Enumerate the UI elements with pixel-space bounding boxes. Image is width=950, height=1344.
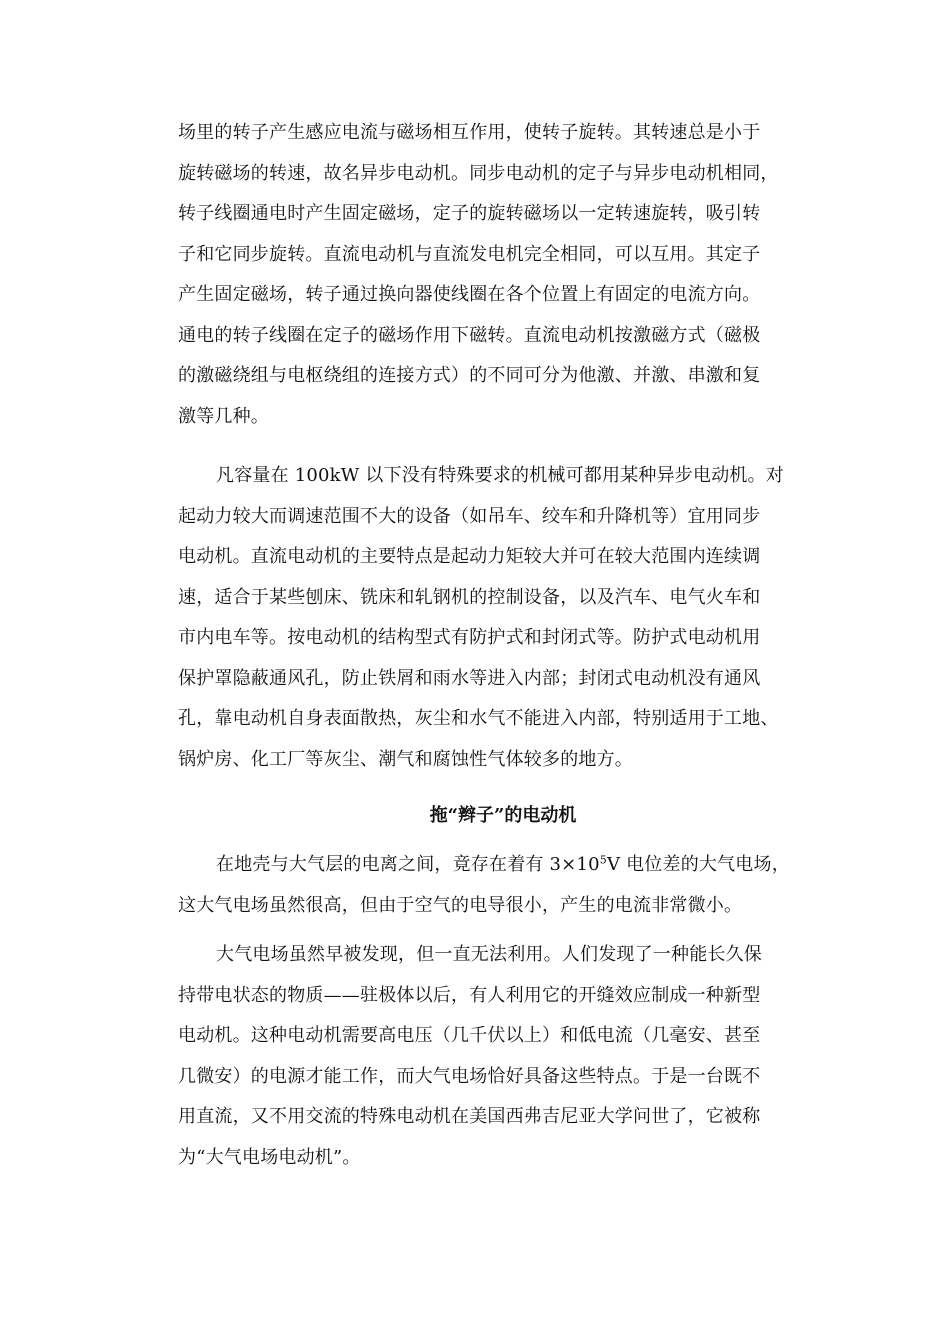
text-line: 大气电场虽然早被发现，但一直无法利用。人们发现了一种能长久保 (216, 944, 762, 965)
paragraph-motor-applications (178, 456, 828, 780)
text-fragment: 在地壳与大气层的电离之间，竟存在着有 3×10 (216, 854, 600, 875)
text-line: 通电的转子线圈在定子的磁场作用下磁转。直流电动机按激磁方式（磁极 (178, 324, 761, 346)
text-line: 孔，靠电动机自身表面散热，灰尘和水气不能进入内部，特别适用于工地、 (178, 708, 779, 729)
text-line: 几微安）的电源才能工作，而大气电场恰好具备这些特点。于是一台既不 (178, 1065, 761, 1087)
superscript-exponent: 5 (599, 853, 607, 867)
text-line: 市内电车等。按电动机的结构型式有防护式和封闭式等。防护式电动机用 (178, 627, 761, 648)
text-line: 场里的转子产生感应电流与磁场相互作用，使转子旋转。其转速总是小于 (178, 122, 761, 143)
text-line: 子和它同步旋转。直流电动机与直流发电机完全相同，可以互用。其定子 (178, 243, 761, 265)
paragraph-motor-types (178, 113, 828, 437)
text-line: 的激磁绕组与电枢绕组的连接方式）的不同可分为他激、并激、串激和复 (178, 365, 761, 386)
text-line: 起动力较大而调速范围不大的设备（如吊车、绞车和升降机等）宜用同步 (178, 505, 761, 527)
text-line: 旋转磁场的转速，故名异步电动机。同步电动机的定子与异步电动机相同， (178, 162, 779, 184)
text-line: 电动机。直流电动机的主要特点是起动力矩较大并可在较大范围内连续调 (178, 546, 761, 567)
text-line: 为“大气电场电动机”。 (178, 1146, 361, 1168)
text-line: 电动机。这种电动机需要高电压（几千伏以上）和低电流（几毫安、甚至 (178, 1025, 761, 1046)
paragraph-atmospheric-field (178, 845, 828, 926)
text-line: 这大气电场虽然很高，但由于空气的电导很小，产生的电流非常微小。 (178, 894, 743, 916)
text-line (178, 845, 828, 886)
text-line: 凡容量在 100kW 以下没有特殊要求的机械可都用某种异步电动机。对 (216, 465, 785, 486)
text-line: 速，适合于某些刨床、铣床和轧钢机的控制设备，以及汽车、电气火车和 (178, 586, 761, 608)
text-line: 激等几种。 (178, 405, 269, 427)
text-line: 转子线圈通电时产生固定磁场，定子的旋转磁场以一定转速旋转，吸引转 (178, 203, 761, 224)
text-line: 产生固定磁场，转子通过换向器使线圈在各个位置上有固定的电流方向。 (178, 284, 761, 305)
text-line: 保护罩隐蔽通风孔，防止铁屑和雨水等进入内部；封闭式电动机没有通风 (178, 667, 761, 689)
text-fragment: V 电位差的大气电场， (606, 854, 790, 875)
section-heading: 拖“辫子”的电动机 (429, 805, 577, 826)
text-line: 用直流，又不用交流的特殊电动机在美国西弗吉尼亚大学问世了，它被称 (178, 1106, 761, 1127)
text-line: 持带电状态的物质——驻极体以后，有人利用它的开缝效应制成一种新型 (178, 984, 761, 1006)
paragraph-electret-motor (178, 935, 828, 1178)
text-line: 锅炉房、化工厂等灰尘、潮气和腐蚀性气体较多的地方。 (178, 748, 633, 770)
